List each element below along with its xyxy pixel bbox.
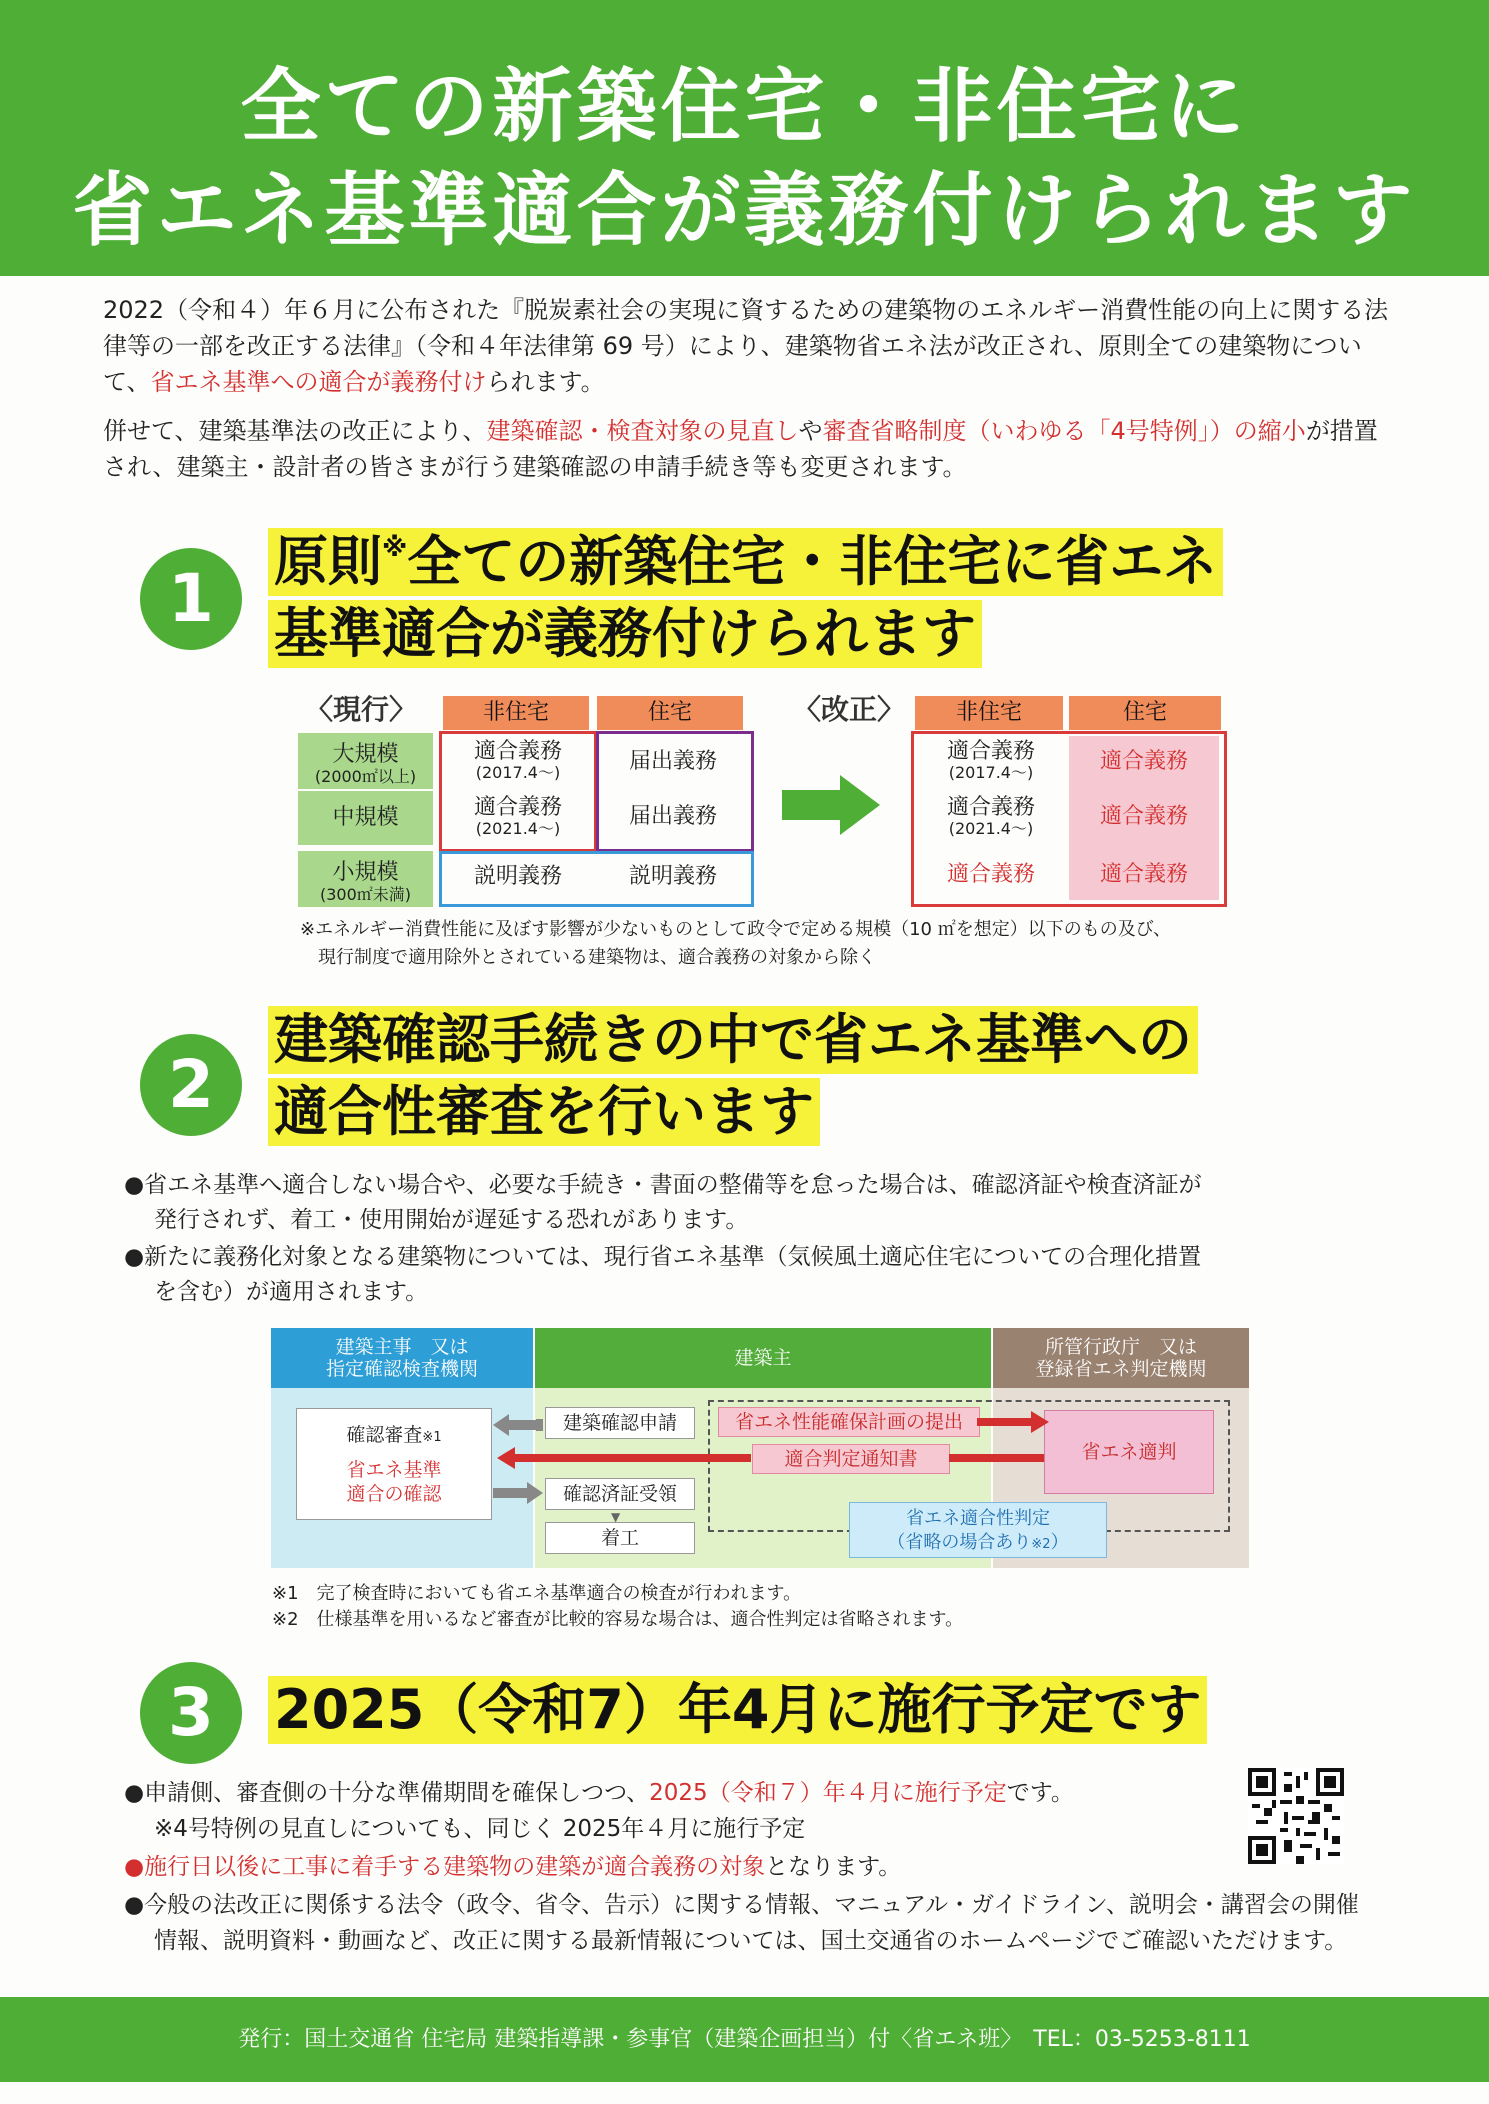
header-banner: [0, 0, 1489, 276]
flow-down-icon: ▼: [611, 1510, 621, 1524]
row-sublabel: (300㎡未満): [319, 885, 412, 904]
section2-bullet2-line1: ●新たに義務化対象となる建築物については、現行省エネ基準（気候風土適応住宅についての合理化措置: [124, 1244, 1202, 1270]
rev-cell-small-nonres: 適合義務: [946, 862, 1035, 887]
flow-text: （省略の場合あり: [887, 1532, 1032, 1553]
flow-header-text: 登録省エネ判定機関: [1035, 1358, 1207, 1380]
flow-text: ）: [1050, 1532, 1069, 1553]
heading-mark: ※: [382, 533, 408, 563]
heading-text: 全ての新築住宅・非住宅に省エネ: [407, 530, 1218, 593]
page-title-line1: 全ての新築住宅・非住宅に: [240, 60, 1249, 153]
intro-highlight: 審査省略制度（いわゆる「4号特例」）の縮小: [822, 417, 1306, 445]
arrow-apply-shaft-icon: [506, 1420, 542, 1430]
cell-small-nonres: 説明義務: [473, 864, 562, 889]
heading-text: 原則: [274, 530, 382, 593]
flow-apply-box: 建築確認申請: [545, 1407, 695, 1439]
bullet-highlight: 2025（令和７）年４月に施行予定: [649, 1780, 1007, 1806]
cell-mid-res: 届出義務: [628, 804, 717, 829]
intro-highlight: 建築確認・検査対象の見直し: [486, 417, 799, 445]
section3-heading: 2025（令和7）年4月に施行予定です: [268, 1676, 1207, 1744]
flow-submit-plan-box: 省エネ性能確保計画の提出: [718, 1407, 980, 1437]
flow-text: 確認審査: [346, 1424, 423, 1446]
rev-cell-mid-nonres: [917, 796, 1065, 838]
revised-label: 〈改正〉: [793, 693, 906, 726]
bullet-text: です。: [1006, 1780, 1074, 1806]
cell-large-nonres: [445, 740, 591, 782]
intro-text: が措置され、建築主・設計者の皆さまが行う建築確認の申請手続き等も変更されます。: [103, 417, 1378, 481]
current-label: 〈現行〉: [305, 693, 418, 726]
section2-bullet2-line2: を含む）が適用されます。: [154, 1279, 429, 1305]
intro-text: 2022（令和４）年６月に公布された『脱炭素社会の実現に資するための建築物のエネルギー消費性能の向上に関する法律等の一部を改正する法律』（令和４年法律第 69 号）により、建築物省エネ法が改正され、原則全ての建築物について、: [103, 296, 1389, 396]
flow-review-red1: 省エネ基準: [346, 1459, 442, 1481]
section1-note-line2: 現行制度で適用除外とされている建築物は、適合義務の対象から除く: [318, 947, 876, 968]
row-label: 大規模: [332, 742, 399, 767]
page-title-line2: 省エネ基準適合が義務付けられます: [72, 164, 1417, 257]
section-number-3: 3: [140, 1662, 242, 1764]
section2-footnote2: ※2 仕様基準を用いるなど審査が比較的容易な場合は、適合性判定は省略されます。: [272, 1609, 964, 1630]
flow-header-text: 指定確認検査機関: [325, 1358, 478, 1380]
rev-cell-large-res: 適合義務: [1099, 749, 1188, 774]
row-header-medium: 中規模: [298, 791, 433, 845]
section3-bullet1: [124, 1776, 1074, 1811]
rev-col-header-nonresidential: 非住宅: [915, 696, 1063, 730]
arrow-notice-shaft-icon: [511, 1454, 751, 1462]
col-header-nonresidential: 非住宅: [443, 696, 589, 730]
arrow-receive-head-icon: [527, 1482, 543, 1504]
col-header-residential: 住宅: [597, 696, 743, 730]
section-number-2: 2: [140, 1034, 242, 1136]
intro-highlight: 省エネ基準への適合が義務付け: [150, 368, 487, 396]
section2-heading-line2: 適合性審査を行います: [268, 1078, 820, 1146]
arrow-head-icon: [840, 775, 880, 835]
flow-judge-box: 省エネ適判: [1044, 1410, 1214, 1494]
flow-start-box: 着工: [545, 1522, 695, 1554]
flow-mark: ※2: [1031, 1537, 1051, 1552]
arrow-submit-shaft-icon: [977, 1418, 1033, 1426]
rev-cell-large-nonres: [917, 740, 1065, 782]
section-number-1: 1: [140, 548, 242, 650]
section3-bullet1-sub: ※4号特例の見直しについても、同じく 2025年４月に施行予定: [154, 1816, 806, 1842]
bullet-text: となります。: [765, 1854, 902, 1880]
row-sublabel: (2000㎡以上): [314, 767, 417, 786]
arrow-right-icon: [782, 790, 842, 820]
cell-value: 適合義務: [473, 795, 562, 820]
rev-cell-mid-res: 適合義務: [1099, 804, 1188, 829]
section2-bullet1-line1: ●省エネ基準へ適合しない場合や、必要な手続き・書面の整備等を怠った場合は、確認済証や検査済証が: [124, 1172, 1202, 1198]
bullet-text: ●申請側、審査側の十分な準備期間を確保しつつ、: [124, 1780, 650, 1806]
cell-value: 適合義務: [473, 739, 562, 764]
cell-small-res: 説明義務: [628, 864, 717, 889]
section1-heading-line1: [268, 528, 1223, 596]
arrow-receive-shaft-icon: [493, 1488, 529, 1498]
flow-mark: ※1: [422, 1430, 442, 1445]
section2-heading-line1: 建築確認手続きの中で省エネ基準への: [268, 1006, 1198, 1074]
rev-col-header-residential: 住宅: [1069, 696, 1221, 730]
section2-footnote1: ※1 完了検査時においても省エネ基準適合の検査が行われます。: [272, 1583, 802, 1604]
flow-notice-box: 適合判定通知書: [752, 1444, 950, 1474]
arrow-notice-right-shaft-icon: [949, 1454, 1044, 1462]
intro-paragraph-1: [103, 292, 1393, 400]
cell-date: (2021.4～): [948, 819, 1034, 838]
section1-note-line1: ※エネルギー消費性能に及ぼす影響が少ないものとして政令で定める規模（10 ㎡を想定）以下のもの及び、: [300, 919, 1171, 940]
row-header-small: [298, 851, 433, 907]
section3-bullet3-line1: ●今般の法改正に関係する法令（政令、省令、告示）に関する情報、マニュアル・ガイドライン、説明会・講習会の開催: [124, 1892, 1359, 1918]
arrow-submit-head-icon: [1031, 1411, 1049, 1433]
section2-bullet1-line2: 発行されず、着工・使用開始が遅延する恐れがあります。: [154, 1207, 749, 1233]
flow-header-owner: 建築主: [535, 1328, 991, 1388]
intro-paragraph-2: [103, 413, 1393, 485]
intro-text: や: [798, 417, 823, 445]
footer-publisher: 発行：国土交通省 住宅局 建築指導課・参事官（建築企画担当）付〈省エネ班〉 TEL：03-5253-8111: [0, 1997, 1489, 2082]
section3-bullet2: [124, 1850, 901, 1885]
cell-date: (2021.4～): [475, 819, 561, 838]
flow-receive-box: 確認済証受領: [545, 1478, 695, 1510]
qr-code-icon[interactable]: [1248, 1768, 1344, 1864]
flow-review-red2: 適合の確認: [346, 1483, 442, 1505]
flow-header-text: 所管行政庁 又は: [1044, 1336, 1197, 1358]
cell-value: 適合義務: [946, 795, 1035, 820]
section3-bullet3-line2: 情報、説明資料・動画など、改正に関する最新情報については、国土交通省のホームページでご確認いただけます。: [154, 1928, 1348, 1954]
cell-value: 適合義務: [946, 739, 1035, 764]
rev-cell-small-res: 適合義務: [1099, 862, 1188, 887]
flow-arrows: [271, 1328, 1249, 1568]
cell-date: (2017.4～): [948, 763, 1034, 782]
bullet-highlight: ●施行日以後に工事に着手する建築物の建築が適合義務の対象: [124, 1854, 766, 1880]
cell-large-res: 届出義務: [628, 749, 717, 774]
intro-text: られます。: [486, 368, 605, 396]
section1-heading-line2: 基準適合が義務付けられます: [268, 600, 982, 668]
arrow-notice-head-icon: [497, 1447, 515, 1469]
cell-date: (2017.4～): [475, 763, 561, 782]
cell-mid-nonres: [445, 796, 591, 838]
intro-text: 併せて、建築基準法の改正により、: [103, 417, 487, 445]
flow-header-text: 建築主事 又は: [335, 1336, 469, 1358]
flow-text: 省エネ適合性判定: [906, 1508, 1050, 1529]
row-header-large: [298, 733, 433, 789]
row-label: 小規模: [332, 860, 399, 885]
arrow-apply-head-icon: [493, 1414, 509, 1436]
